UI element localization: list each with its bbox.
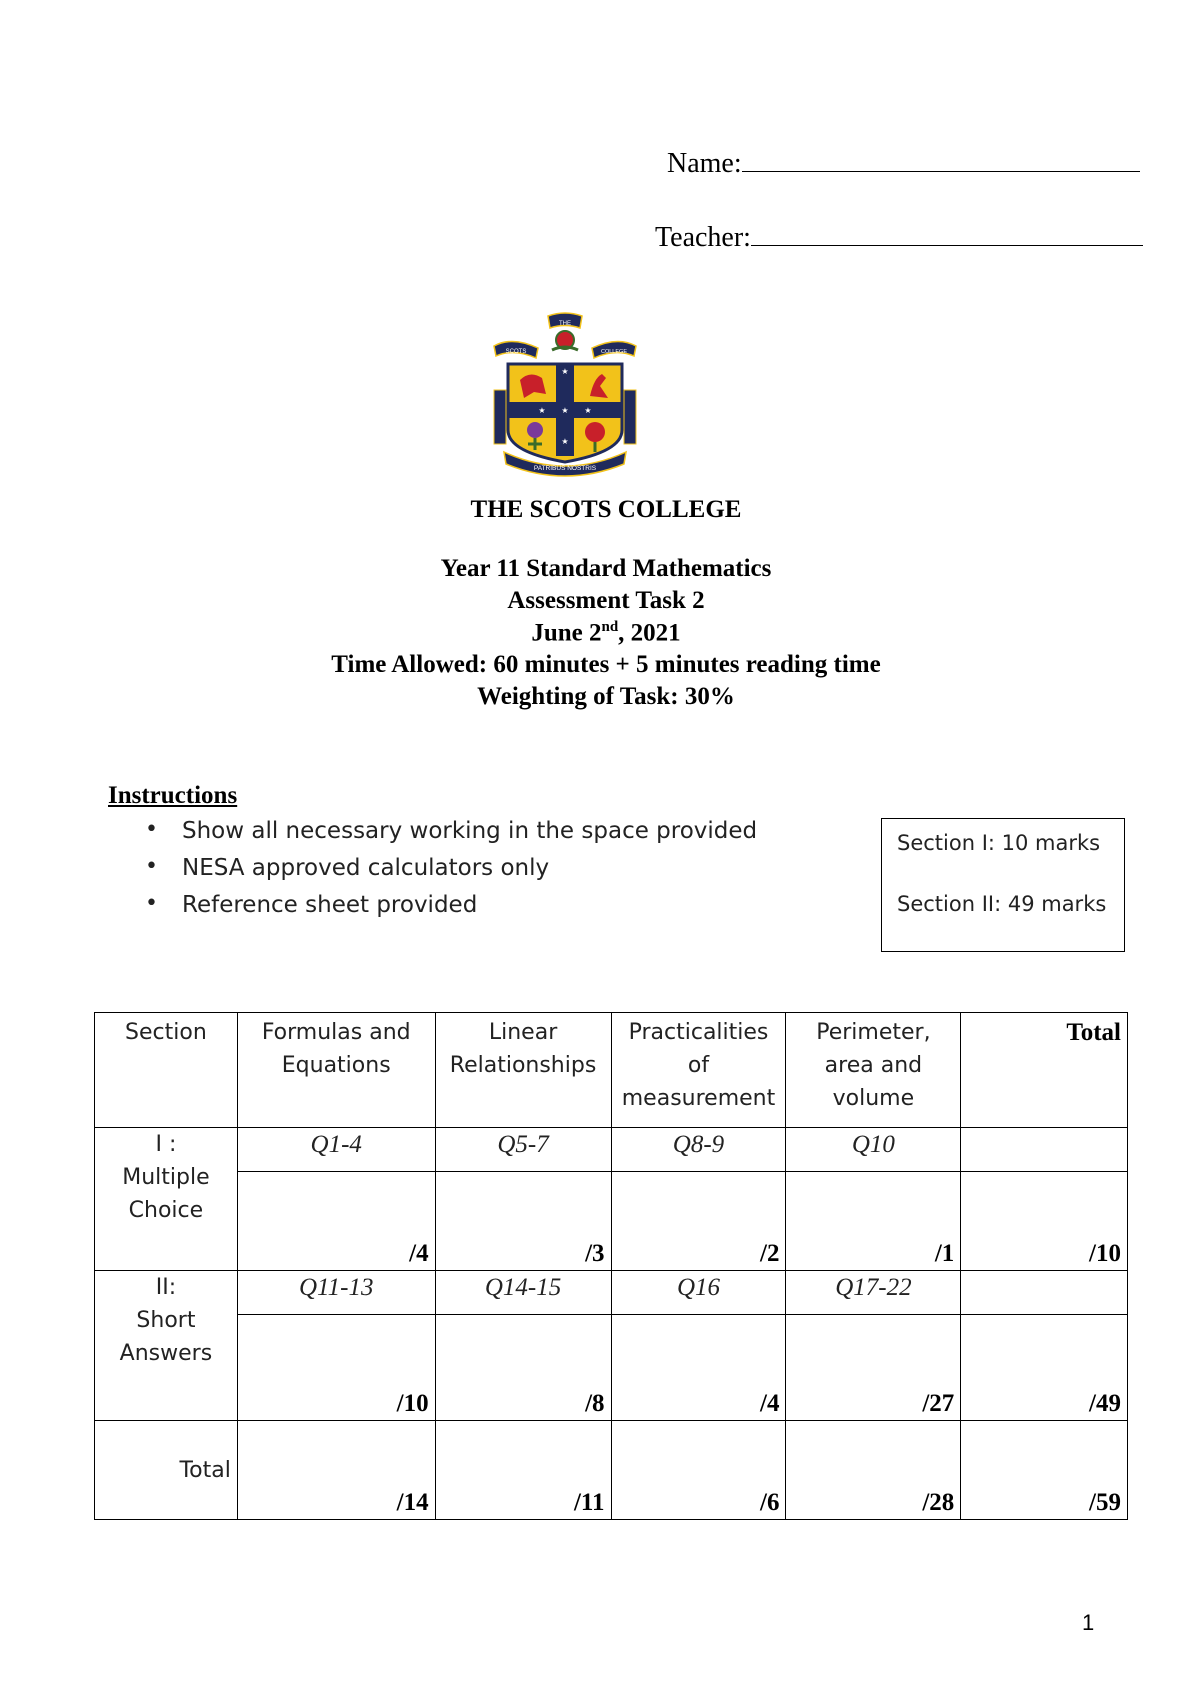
crest-text-motto: PATRIBUS NOSTRIS (533, 465, 597, 472)
total-label: Total (95, 1421, 238, 1520)
table-row (95, 1315, 1128, 1421)
table-header-row (95, 1013, 1128, 1128)
score-cell[interactable]: /2 (611, 1172, 786, 1271)
section-2-marks: Section II: 49 marks (897, 892, 1107, 916)
total-cell[interactable]: /28 (786, 1421, 961, 1520)
svg-text:★: ★ (584, 406, 592, 415)
page-number: 1 (1082, 1610, 1095, 1635)
table-row (95, 1128, 1128, 1172)
list-item: • Reference sheet provided (145, 892, 757, 929)
exam-date: June 2nd, 2021 (531, 619, 681, 647)
name-label: Name: (667, 148, 742, 179)
task-title: Assessment Task 2 (507, 587, 705, 614)
score-cell[interactable]: /10 (961, 1172, 1128, 1271)
score-cell[interactable]: /10 (237, 1315, 435, 1421)
header-total: Total (961, 1013, 1128, 1128)
teacher-field[interactable] (655, 222, 1143, 254)
question-range: Q11-13 (237, 1271, 435, 1315)
total-cell[interactable]: /14 (237, 1421, 435, 1520)
crest-text-college: COLLEGE (601, 349, 627, 355)
header-perimeter: Perimeter, area and volume (786, 1013, 961, 1128)
question-range: Q14-15 (435, 1271, 611, 1315)
total-cell[interactable]: /6 (611, 1421, 786, 1520)
crest-text-the: THE (559, 321, 571, 327)
total-cell[interactable]: /11 (435, 1421, 611, 1520)
score-cell[interactable]: /4 (611, 1315, 786, 1421)
question-range: Q16 (611, 1271, 786, 1315)
svg-text:★: ★ (561, 406, 569, 415)
section-1-marks: Section I: 10 marks (897, 831, 1101, 855)
question-range: Q10 (786, 1128, 961, 1172)
question-range: Q17-22 (786, 1271, 961, 1315)
question-range: Q1-4 (237, 1128, 435, 1172)
score-cell[interactable]: /27 (786, 1315, 961, 1421)
svg-text:★: ★ (561, 437, 569, 446)
table-row (95, 1271, 1128, 1315)
header-section: Section (95, 1013, 238, 1128)
section-2-label: II: Short Answers (95, 1271, 238, 1421)
table-row (95, 1172, 1128, 1271)
list-item: • NESA approved calculators only (145, 855, 757, 892)
crest-text-scots: SCOTS (505, 349, 527, 355)
score-cell[interactable]: /8 (435, 1315, 611, 1421)
svg-text:★: ★ (561, 367, 569, 376)
marks-summary-box (881, 818, 1125, 952)
score-cell[interactable]: /1 (786, 1172, 961, 1271)
question-range: Q8-9 (611, 1128, 786, 1172)
teacher-line[interactable] (751, 223, 1143, 246)
table-row (95, 1421, 1128, 1520)
instructions-heading: Instructions (108, 782, 238, 809)
name-field[interactable] (667, 148, 1140, 180)
score-cell[interactable]: /4 (237, 1172, 435, 1271)
question-range: Q5-7 (435, 1128, 611, 1172)
svg-text:★: ★ (538, 406, 546, 415)
time-allowed: Time Allowed: 60 minutes + 5 minutes reading time (331, 651, 881, 678)
header-practicalities: Practicalities of measurement (611, 1013, 786, 1128)
score-cell[interactable]: /49 (961, 1315, 1128, 1421)
section-1-label: I : Multiple Choice (95, 1128, 238, 1271)
task-weighting: Weighting of Task: 30% (477, 683, 735, 710)
subject-title: Year 11 Standard Mathematics (440, 555, 772, 582)
college-crest-logo (490, 312, 640, 477)
name-line[interactable] (742, 149, 1140, 172)
instructions-list (145, 818, 757, 929)
header-formulas: Formulas and Equations (237, 1013, 435, 1128)
marks-table (94, 1012, 1128, 1520)
total-cell[interactable]: /59 (961, 1421, 1128, 1520)
teacher-label: Teacher: (655, 222, 751, 253)
header-linear: Linear Relationships (435, 1013, 611, 1128)
college-name: THE SCOTS COLLEGE (470, 496, 742, 523)
list-item: • Show all necessary working in the space provided (145, 818, 757, 855)
score-cell[interactable]: /3 (435, 1172, 611, 1271)
empty-cell (961, 1128, 1128, 1172)
empty-cell (961, 1271, 1128, 1315)
